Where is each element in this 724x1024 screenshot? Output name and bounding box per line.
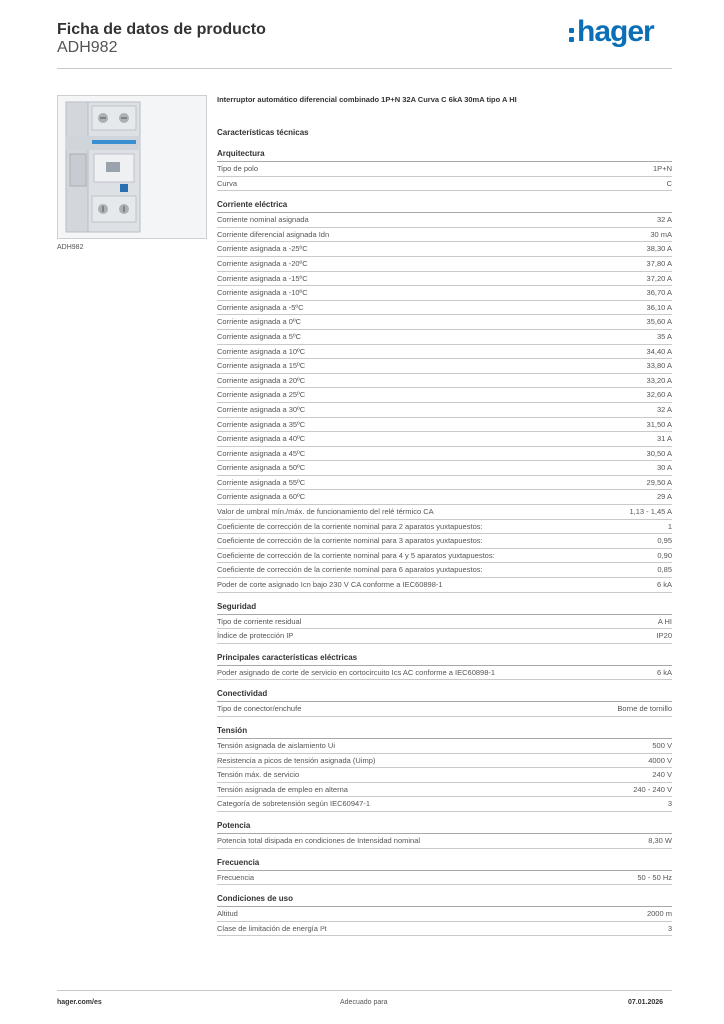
spec-row	[217, 461, 672, 476]
spec-label: Altitud	[217, 909, 238, 919]
spec-label: Corriente asignada a -5ºC	[217, 302, 304, 312]
footer-date: 07.01.2026	[628, 999, 664, 1006]
spec-value: 37,20 A	[646, 273, 672, 283]
spec-section	[217, 857, 672, 886]
tech-specs-title: Características técnicas	[217, 128, 309, 137]
spec-label: Índice de protección IP	[217, 631, 294, 641]
spec-label: Corriente asignada a 5ºC	[217, 331, 302, 341]
spec-label: Categoría de sobretensión según IEC60947-1	[217, 799, 371, 809]
spec-label: Tensión máx. de servicio	[217, 770, 300, 780]
spec-label: Corriente diferencial asignada Idn	[217, 229, 330, 239]
spec-value: 0,95	[657, 536, 672, 546]
spec-label: Corriente asignada a -25ºC	[217, 244, 308, 254]
spec-label: Corriente asignada a 55ºC	[217, 477, 306, 487]
spec-value: 31 A	[656, 434, 672, 444]
spec-row	[217, 213, 672, 228]
spec-value: 37,80 A	[646, 258, 672, 268]
spec-value: 33,80 A	[646, 361, 672, 371]
spec-row	[217, 783, 672, 798]
image-caption: ADH982	[57, 244, 84, 251]
spec-row	[217, 754, 672, 769]
spec-label: Resistencia a picos de tensión asignada (Uimp)	[217, 755, 376, 765]
spec-row	[217, 476, 672, 491]
spec-label: Coeficiente de corrección de la corriente nominal para 3 aparatos yuxtapuestos:	[217, 536, 483, 546]
spec-row	[217, 272, 672, 287]
circuit-breaker-icon	[58, 96, 206, 238]
spec-row	[217, 739, 672, 754]
spec-label: Corriente asignada a 35ºC	[217, 419, 306, 429]
section-title: Arquitectura	[217, 148, 672, 162]
spec-section	[217, 688, 672, 717]
spec-section	[217, 199, 672, 592]
spec-value: 0,90	[657, 550, 672, 560]
spec-label: Corriente asignada a 30ºC	[217, 404, 306, 414]
spec-row	[217, 162, 672, 177]
spec-value: 30,50 A	[646, 448, 672, 458]
spec-label: Corriente asignada a 50ºC	[217, 463, 306, 473]
spec-row	[217, 666, 672, 681]
spec-label: Corriente asignada a 0ºC	[217, 317, 302, 327]
spec-row	[217, 834, 672, 849]
spec-value: 32 A	[656, 215, 672, 225]
spec-value: 32,60 A	[646, 390, 672, 400]
section-title: Conectividad	[217, 688, 672, 702]
spec-section	[217, 601, 672, 644]
spec-value: 29,50 A	[646, 477, 672, 487]
spec-row	[217, 534, 672, 549]
spec-row	[217, 242, 672, 257]
spec-value: 1	[667, 521, 672, 531]
spec-label: Corriente nominal asignada	[217, 215, 309, 225]
spec-value: 35 A	[656, 331, 672, 341]
page-title: Ficha de datos de producto	[57, 21, 266, 38]
product-description: Interruptor automático diferencial combinado 1P+N 32A Curva C 6kA 30mA tipo A HI	[217, 95, 517, 104]
spec-label: Corriente asignada a 20ºC	[217, 375, 306, 385]
section-title: Frecuencia	[217, 857, 672, 871]
spec-row	[217, 490, 672, 505]
spec-value: 240 - 240 V	[633, 784, 672, 794]
spec-value: 1,13 - 1,45 A	[629, 507, 672, 517]
spec-row	[217, 374, 672, 389]
spec-row	[217, 549, 672, 564]
spec-value: 34,40 A	[646, 346, 672, 356]
spec-label: Coeficiente de corrección de la corriente nominal para 2 aparatos yuxtapuestos:	[217, 521, 483, 531]
spec-value: 6 kA	[656, 580, 672, 590]
spec-row	[217, 520, 672, 535]
spec-value: 35,60 A	[646, 317, 672, 327]
footer-suitable-for: Adecuado para	[340, 999, 388, 1006]
section-title: Potencia	[217, 820, 672, 834]
spec-row	[217, 922, 672, 937]
spec-label: Corriente asignada a 25ºC	[217, 390, 306, 400]
spec-section	[217, 820, 672, 849]
spec-label: Tipo de corriente residual	[217, 616, 302, 626]
spec-value: 500 V	[652, 741, 672, 750]
spec-value: 30 A	[656, 463, 672, 473]
spec-value: 3	[667, 799, 672, 809]
spec-value: 240 V	[652, 770, 672, 780]
spec-label: Corriente asignada a 40ºC	[217, 434, 306, 444]
spec-sections	[217, 148, 672, 936]
spec-value: C	[666, 178, 672, 188]
spec-row	[217, 432, 672, 447]
spec-label: Corriente asignada a -20ºC	[217, 258, 308, 268]
spec-row	[217, 301, 672, 316]
spec-section	[217, 652, 672, 681]
spec-value: 4000 V	[648, 755, 672, 765]
spec-value: 33,20 A	[646, 375, 672, 385]
spec-row	[217, 345, 672, 360]
spec-value: 29 A	[656, 492, 672, 502]
spec-row	[217, 388, 672, 403]
spec-label: Tensión asignada de aislamiento Ui	[217, 741, 335, 750]
spec-label: Tipo de conector/enchufe	[217, 704, 302, 714]
spec-label: Clase de limitación de energía I²t	[217, 923, 327, 933]
spec-row	[217, 702, 672, 717]
spec-row	[217, 257, 672, 272]
spec-value: IP20	[656, 631, 672, 641]
spec-row	[217, 797, 672, 812]
spec-row	[217, 629, 672, 644]
section-title: Tensión	[217, 725, 672, 739]
spec-section	[217, 725, 672, 812]
spec-value: 30 mA	[650, 229, 672, 239]
spec-label: Poder asignado de corte de servicio en cortocircuito Ics AC conforme a IEC60898-1	[217, 667, 496, 677]
spec-row	[217, 578, 672, 593]
footer-website[interactable]: hager.com/es	[57, 999, 102, 1006]
spec-row	[217, 871, 672, 886]
spec-section	[217, 148, 672, 191]
spec-row	[217, 228, 672, 243]
spec-row	[217, 177, 672, 192]
spec-label: Tipo de polo	[217, 164, 259, 173]
spec-label: Corriente asignada a 15ºC	[217, 361, 306, 371]
spec-value: A HI	[657, 616, 672, 626]
spec-value: 38,30 A	[646, 244, 672, 254]
spec-label: Potencia total disipada en condiciones de Intensidad nominal	[217, 835, 421, 845]
spec-row	[217, 768, 672, 783]
product-image	[57, 95, 207, 239]
spec-row	[217, 907, 672, 922]
spec-label: Coeficiente de corrección de la corriente nominal para 6 aparatos yuxtapuestos:	[217, 565, 483, 575]
spec-value: 2000 m	[646, 909, 672, 919]
spec-row	[217, 447, 672, 462]
spec-row	[217, 286, 672, 301]
spec-value: 31,50 A	[646, 419, 672, 429]
spec-row	[217, 505, 672, 520]
section-title: Condiciones de uso	[217, 893, 672, 907]
logo-text: hager	[577, 15, 654, 48]
spec-label: Valor de umbral mín./máx. de funcionamiento del relé térmico CA	[217, 507, 434, 517]
spec-value: 50 - 50 Hz	[637, 872, 672, 882]
product-reference: ADH982	[57, 39, 118, 56]
spec-row	[217, 418, 672, 433]
footer-divider	[57, 990, 672, 991]
spec-value: 0,85	[657, 565, 672, 575]
spec-label: Coeficiente de corrección de la corriente nominal para 4 y 5 aparatos yuxtapuestos:	[217, 550, 495, 560]
spec-label: Curva	[217, 178, 238, 188]
spec-row	[217, 359, 672, 374]
spec-label: Corriente asignada a 10ºC	[217, 346, 306, 356]
spec-row	[217, 315, 672, 330]
spec-label: Corriente asignada a 60ºC	[217, 492, 306, 502]
spec-section	[217, 893, 672, 936]
spec-value: 1P+N	[653, 164, 672, 173]
logo-dots-icon	[569, 28, 574, 42]
spec-row	[217, 615, 672, 630]
spec-value: Borne de tornillo	[617, 704, 672, 714]
brand-logo	[569, 14, 654, 50]
section-title: Principales características eléctricas	[217, 652, 672, 666]
spec-value: 32 A	[656, 404, 672, 414]
spec-value: 36,70 A	[646, 288, 672, 298]
spec-value: 8,30 W	[648, 835, 672, 845]
spec-row	[217, 403, 672, 418]
spec-row	[217, 563, 672, 578]
section-title: Corriente eléctrica	[217, 199, 672, 213]
spec-value: 36,10 A	[646, 302, 672, 312]
spec-label: Corriente asignada a -15ºC	[217, 273, 308, 283]
spec-label: Corriente asignada a -10ºC	[217, 288, 308, 298]
spec-content	[217, 95, 672, 936]
spec-label: Tensión asignada de empleo en alterna	[217, 784, 348, 794]
spec-value: 3	[667, 923, 672, 933]
spec-label: Corriente asignada a 45ºC	[217, 448, 306, 458]
spec-value: 6 kA	[656, 667, 672, 677]
spec-label: Poder de corte asignado Icn bajo 230 V CA conforme a IEC60898-1	[217, 580, 443, 590]
header-divider	[57, 68, 672, 69]
section-title: Seguridad	[217, 601, 672, 615]
spec-row	[217, 330, 672, 345]
spec-label: Frecuencia	[217, 872, 255, 882]
